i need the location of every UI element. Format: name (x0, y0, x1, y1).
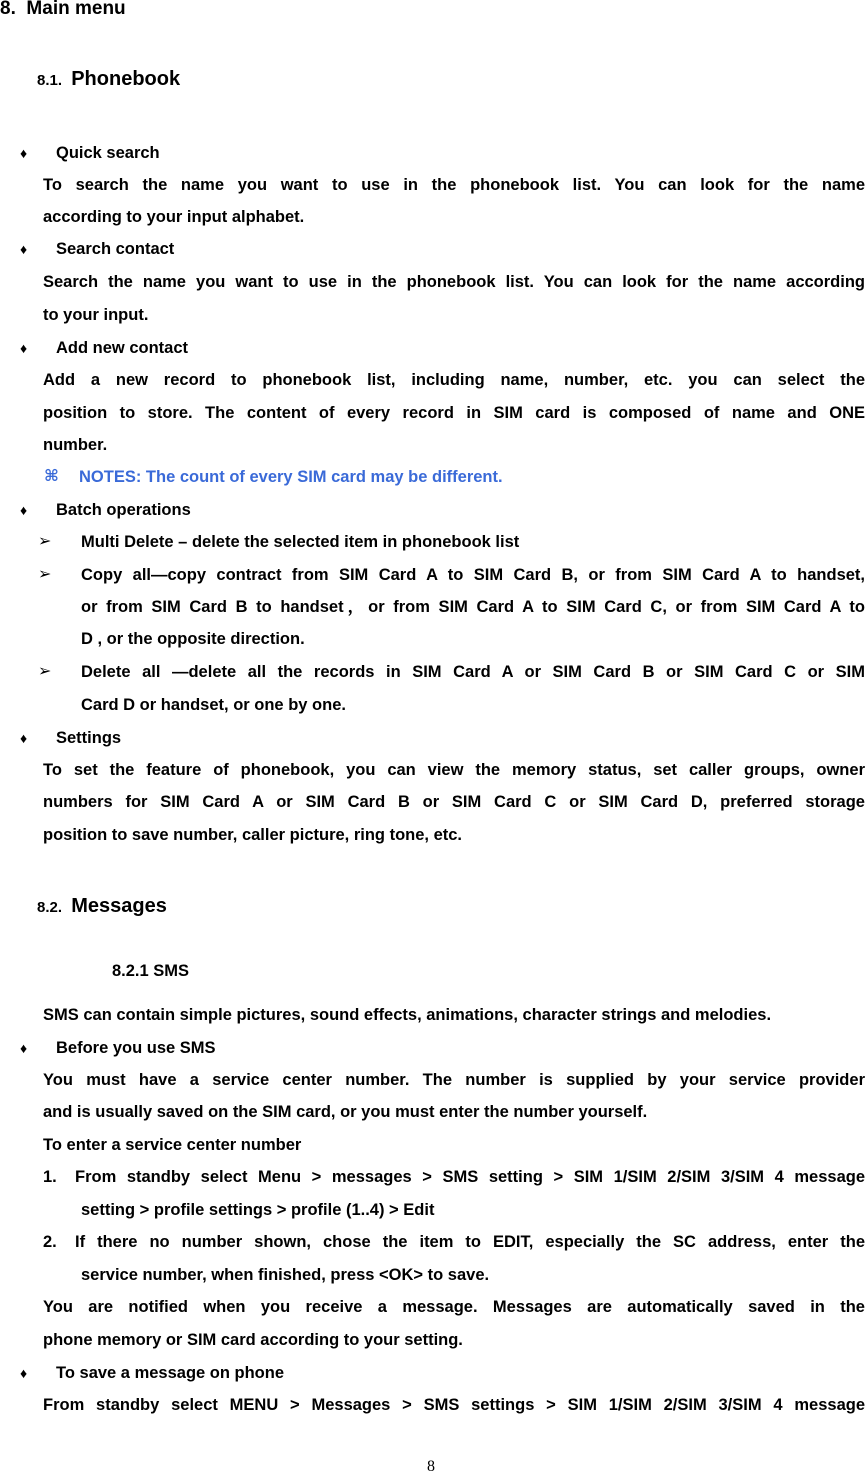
step-number: 2. (43, 1233, 57, 1251)
diamond-bullet-icon: ♦ (20, 502, 28, 518)
quick-search-text-line: according to your input alphabet. (43, 208, 305, 226)
diamond-bullet-icon: ♦ (20, 241, 28, 257)
section-title: Messages (71, 895, 167, 917)
settings-text-line: To set the feature of phonebook, you can view the memory status, set caller groups, owner (43, 761, 865, 779)
quick-search-title: Quick search (56, 144, 160, 162)
sms-subheading: 8.2.1 SMS (112, 962, 190, 980)
step-number: 1. (43, 1168, 57, 1186)
batch-item-line: Card D or handset, or one by one. (81, 696, 346, 714)
section-messages-heading (37, 895, 167, 919)
search-contact-text-line: to your input. (43, 306, 149, 324)
add-new-contact-text-line: position to store. The content of every record in SIM card is composed of name and ONE (43, 404, 865, 422)
add-new-contact-text-line: number. (43, 436, 108, 454)
search-contact-title: Search contact (56, 240, 175, 258)
diamond-bullet-icon: ♦ (20, 340, 28, 356)
batch-item-line: Multi Delete – delete the selected item in phonebook list (81, 533, 520, 551)
diamond-bullet-icon: ♦ (20, 145, 28, 161)
service-center-subheading: To enter a service center number (43, 1136, 302, 1154)
settings-text-line: numbers for SIM Card A or SIM Card B or SIM Card C or SIM Card D, preferred storage (43, 793, 865, 811)
arrow-bullet-icon: ➢ (38, 566, 52, 583)
sim-card-note: NOTES: The count of every SIM card may be different. (79, 468, 503, 486)
page-number: 8 (427, 1458, 435, 1475)
add-new-contact-text-line: Add a new record to phonebook list, including name, number, etc. you can select the (43, 371, 865, 389)
save-message-text-line: From standby select MENU > Messages > SMS settings > SIM 1/SIM 2/SIM 3/SIM 4 message (43, 1396, 865, 1414)
step-text-line: service number, when finished, press <OK> to save. (81, 1266, 490, 1284)
arrow-bullet-icon: ➢ (38, 663, 52, 680)
main-heading-title: Main menu (26, 0, 126, 19)
diamond-bullet-icon: ♦ (20, 1040, 28, 1056)
sms-intro: SMS can contain simple pictures, sound effects, animations, character strings and melodies. (43, 1006, 772, 1024)
batch-item-line: Copy all—copy contract from SIM Card A to SIM Card B, or from SIM Card A to handset, (81, 566, 865, 584)
notification-text-line: phone memory or SIM card according to your setting. (43, 1331, 463, 1349)
settings-title: Settings (56, 729, 122, 747)
batch-item-line: or from SIM Card B to handset，or from SIM Card A to SIM Card C, or from SIM Card A to (81, 598, 865, 616)
save-message-title: To save a message on phone (56, 1364, 285, 1382)
step-text-line: If there no number shown, chose the item to EDIT, especially the SC address, enter the (75, 1233, 865, 1251)
batch-item-line: Delete all —delete all the records in SIM Card A or SIM Card B or SIM Card C or SIM (81, 663, 865, 681)
section-number: 8.1. (37, 72, 63, 89)
add-new-contact-title: Add new contact (56, 339, 189, 357)
settings-text-line: position to save number, caller picture, ring tone, etc. (43, 826, 463, 844)
command-key-icon: ⌘ (44, 468, 59, 485)
search-contact-text-line: Search the name you want to use in the phonebook list. You can look for the name according (43, 273, 865, 291)
main-heading (0, 0, 126, 20)
step-text-line: From standby select Menu > messages > SMS setting > SIM 1/SIM 2/SIM 3/SIM 4 message (75, 1168, 865, 1186)
step-text-line: setting > profile settings > profile (1..4) > Edit (81, 1201, 435, 1219)
diamond-bullet-icon: ♦ (20, 730, 28, 746)
batch-operations-title: Batch operations (56, 501, 191, 519)
section-number: 8.2. (37, 899, 63, 916)
arrow-bullet-icon: ➢ (38, 533, 52, 550)
section-title: Phonebook (71, 68, 181, 90)
main-heading-number: 8. (0, 0, 16, 19)
notification-text-line: You are notified when you receive a message. Messages are automatically saved in the (43, 1298, 865, 1316)
before-use-text-line: You must have a service center number. The number is supplied by your service provider (43, 1071, 865, 1089)
quick-search-text-line: To search the name you want to use in the phonebook list. You can look for the name (43, 176, 865, 194)
section-phonebook-heading (37, 68, 180, 92)
before-use-text-line: and is usually saved on the SIM card, or you must enter the number yourself. (43, 1103, 648, 1121)
diamond-bullet-icon: ♦ (20, 1365, 28, 1381)
before-use-title: Before you use SMS (56, 1039, 216, 1057)
batch-item-line: D , or the opposite direction. (81, 630, 305, 648)
